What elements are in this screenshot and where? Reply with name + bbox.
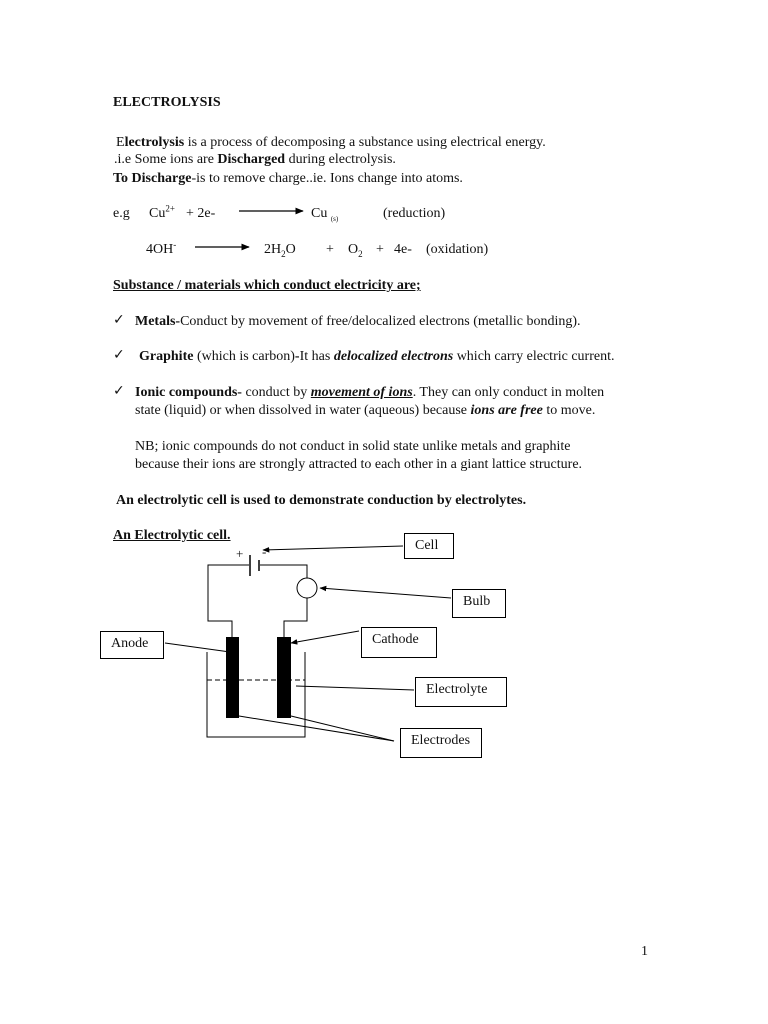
label-bulb: Bulb [452, 589, 506, 618]
bullet-graphite-text-b: It has [299, 349, 334, 364]
diagram-heading-text: An Electrolytic cell. [113, 528, 231, 543]
eq2-reactant-charge: - [173, 239, 177, 250]
bullet-ionic-line2-emphasis: ions are free [470, 403, 543, 418]
eq1-note: (reduction) [383, 206, 446, 221]
circuit-wire [260, 565, 307, 579]
electrolyte-pointer [296, 686, 414, 690]
bullet-ionic-line2-a: state (liquid) or when dissolved in water (aqueous) because [135, 403, 471, 418]
circuit-wire [284, 598, 307, 638]
bullet-metals-bold: Metals- [135, 314, 181, 329]
cell-pointer [263, 546, 403, 550]
anode-pointer [165, 643, 230, 652]
eq2-water-sub: 2 [281, 248, 286, 259]
bullet-graphite-text-c: which carry electric current. [453, 349, 615, 364]
bulb-icon [297, 578, 317, 598]
page-title-text: ELECTROLYSIS [113, 95, 221, 110]
intro-definition: is a process of decomposing a substance using electrical energy. [184, 135, 546, 150]
bullet-graphite-bold: Graphite [139, 349, 194, 364]
bullet-ionic-line2-b: to move. [542, 403, 596, 418]
eq2-oxygen-sub: 2 [358, 248, 363, 259]
label-electrodes: Electrodes [400, 728, 482, 758]
eq2-note: (oxidation) [426, 242, 489, 257]
eq2-reactant-formula: 4OH [146, 242, 174, 257]
eq2-plus-2: + [376, 242, 384, 257]
bullet-metals-text: Conduct by movement of free/delocalized electrons (metallic bonding). [180, 314, 581, 329]
intro-line2-suffix: during electrolysis. [285, 152, 396, 167]
bullet-graphite-dash: - [294, 349, 300, 364]
page-number: 1 [641, 944, 648, 959]
eq2-water-o: O [285, 242, 296, 257]
cathode-pointer [291, 631, 359, 643]
bullet-graphite-emphasis: delocalized electrons [333, 349, 454, 364]
eq1-electrons: + 2e- [186, 206, 216, 221]
eq1-cu-ion: Cu [149, 206, 166, 221]
intro-line3-bold: To Discharge [113, 171, 192, 186]
eq2-electrons: 4e- [394, 242, 412, 257]
nb-line-2: because their ions are strongly attracted to each other in a giant lattice structure. [135, 457, 583, 472]
cathode-electrode [277, 637, 291, 718]
intro-first-letter: E [116, 135, 125, 150]
cell-statement-text: An electrolytic cell is used to demonstrate conduction by electrolytes. [116, 493, 527, 508]
battery-minus-sign: - [262, 544, 267, 559]
label-cathode: Cathode [361, 627, 437, 658]
battery-plus-sign: + [236, 546, 244, 561]
checkmark-icon: ✓ [113, 383, 125, 399]
eq2-plus-1: + [326, 242, 334, 257]
eq1-product-symbol: Cu [311, 206, 328, 221]
intro-line2-prefix: .i.e Some ions are [114, 152, 218, 167]
label-electrolyte: Electrolyte [415, 677, 507, 707]
bullet-ionic-text-a: conduct by [241, 385, 311, 400]
anode-electrode [226, 637, 239, 718]
intro-bold-term: lectrolysis [124, 135, 185, 150]
bullet-ionic-bold: Ionic compounds- [135, 385, 242, 400]
bullet-ionic-text-b: . They can only conduct in molten [412, 385, 605, 400]
label-anode: Anode [100, 631, 164, 659]
intro-line3-rest: -is to remove charge..ie. Ions change into atoms. [191, 171, 463, 186]
eq2-water-h: 2H [264, 242, 282, 257]
nb-line-1: NB; ionic compounds do not conduct in solid state unlike metals and graphite [135, 439, 571, 454]
intro-line2-bold: Discharged [217, 152, 286, 167]
electrodes-pointer [291, 716, 394, 741]
checkmark-icon: ✓ [113, 347, 125, 363]
bullet-graphite-text-a: (which is carbon) [193, 349, 295, 364]
bulb-pointer [320, 588, 451, 598]
eq1-product-state: (s) [330, 214, 339, 223]
circuit-wire [208, 565, 249, 638]
label-cell: Cell [404, 533, 454, 559]
eq1-cu-charge: 2+ [165, 203, 175, 214]
bullet-ionic-emphasis: movement of ions [310, 385, 413, 400]
conductors-heading-text: Substance / materials which conduct electricity are; [113, 278, 421, 293]
eq1-prefix: e.g [113, 206, 130, 221]
checkmark-icon: ✓ [113, 312, 125, 328]
eq2-oxygen-o: O [348, 242, 359, 257]
